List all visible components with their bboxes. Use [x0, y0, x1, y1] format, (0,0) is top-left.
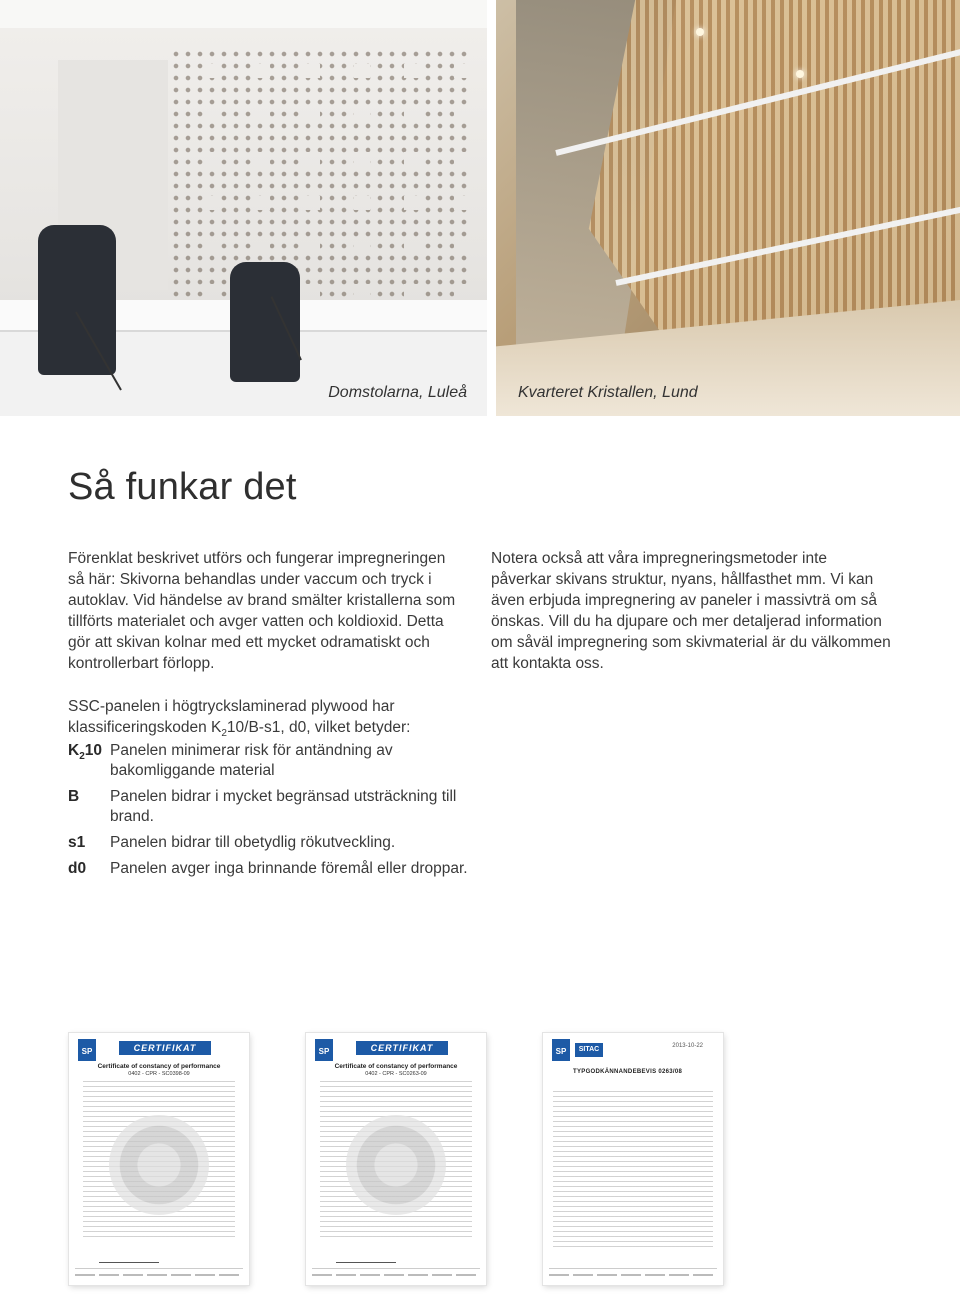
classification-intro-text-end: 10/B-s1, d0, vilket betyder: [226, 719, 411, 736]
certificate-code: 0402 - CPR - SC0398-09 [128, 1071, 190, 1077]
certificate-text-lines [553, 1091, 713, 1251]
classification-definitions [68, 741, 488, 885]
intro-paragraph-right: Notera också att våra impregneringsmetoder inte påverkar skivans struktur, nyans, hållfasthet mm. Vi kan även erbjuda impregnering av paneler i massivträ om så önskas. Vill du ha djupare och mer detaljerad information om såväl impregnering som skivmaterial är du välkommen att kontakta oss. [491, 550, 891, 672]
ceiling-light [796, 70, 804, 78]
certificate-footer [75, 1268, 243, 1281]
classification-subscript: 2 [221, 728, 227, 739]
certificate-footer [549, 1268, 717, 1281]
sp-logo-icon: SP [78, 1039, 96, 1061]
ceiling-light [696, 28, 704, 36]
sp-logo-icon: SP [552, 1039, 570, 1061]
certificate-header: CERTIFIKAT [119, 1041, 211, 1055]
certificate-document [306, 1033, 486, 1285]
certificate-subtitle: Certificate of constancy of performance [97, 1063, 221, 1070]
definition-text: Panelen bidrar i mycket begränsad utsträckning till brand. [110, 788, 457, 825]
definition-key: d0 [68, 860, 87, 877]
definition-row [68, 787, 488, 827]
classification-intro-text: SSC-panelen i högtryckslaminerad plywood har klassificeringskoden K [68, 698, 395, 736]
photo-caption: Kvarteret Kristallen, Lund [518, 384, 698, 401]
definition-text: Panelen minimerar risk för antändning av bakomliggande material [110, 742, 393, 779]
certificate-title: TYPGODKÄNNANDEBEVIS 0263/08 [573, 1069, 683, 1075]
certificate-document [543, 1033, 723, 1285]
certificate-seal-icon [346, 1115, 446, 1215]
certificate-seal-icon [109, 1115, 209, 1215]
certificate-header: CERTIFIKAT [356, 1041, 448, 1055]
court-ceiling [0, 0, 487, 28]
certificate-subtitle: Certificate of constancy of performance [334, 1063, 458, 1070]
chair [38, 225, 116, 375]
definition-key: B [68, 788, 80, 805]
definition-text: Panelen bidrar till obetydlig rökutveckling. [110, 834, 396, 851]
photo-caption: Domstolarna, Luleå [328, 384, 467, 401]
photo-courtroom [0, 0, 487, 416]
definition-text: Panelen avger inga brinnande föremål eller droppar. [110, 860, 468, 877]
certificate-date: 2013-10-22 [672, 1043, 703, 1049]
sp-logo-icon: SP [315, 1039, 333, 1061]
certificate-footer [312, 1268, 480, 1281]
perforated-acoustic-panel [170, 48, 470, 328]
signature [99, 1252, 159, 1263]
page-title: Så funkar det [68, 466, 297, 508]
classification-intro [68, 696, 488, 744]
intro-paragraph-left: Förenklat beskrivet utförs och fungerar impregneringen så här: Skivorna behandlas under vaccum och tryck i autoklav. Vid händelse av brand smälter kristallerna som tillförts materialet och avger vatten och koldioxid. Detta gör att skivan kolnar med ett mycket odramatiskt och kontrollerbart förlopp. [68, 550, 456, 672]
definition-row [68, 833, 488, 853]
definition-row [68, 741, 488, 781]
certificate-code: 0402 - CPR - SC0263-09 [365, 1071, 427, 1077]
definition-key: s1 [68, 834, 86, 851]
definition-key: $K_210$ [68, 742, 103, 762]
photo-atrium [496, 0, 960, 416]
chair [230, 262, 300, 382]
definition-row [68, 859, 488, 879]
certificate-document [69, 1033, 249, 1285]
signature [336, 1252, 396, 1263]
sitac-logo: SITAC [575, 1043, 603, 1057]
